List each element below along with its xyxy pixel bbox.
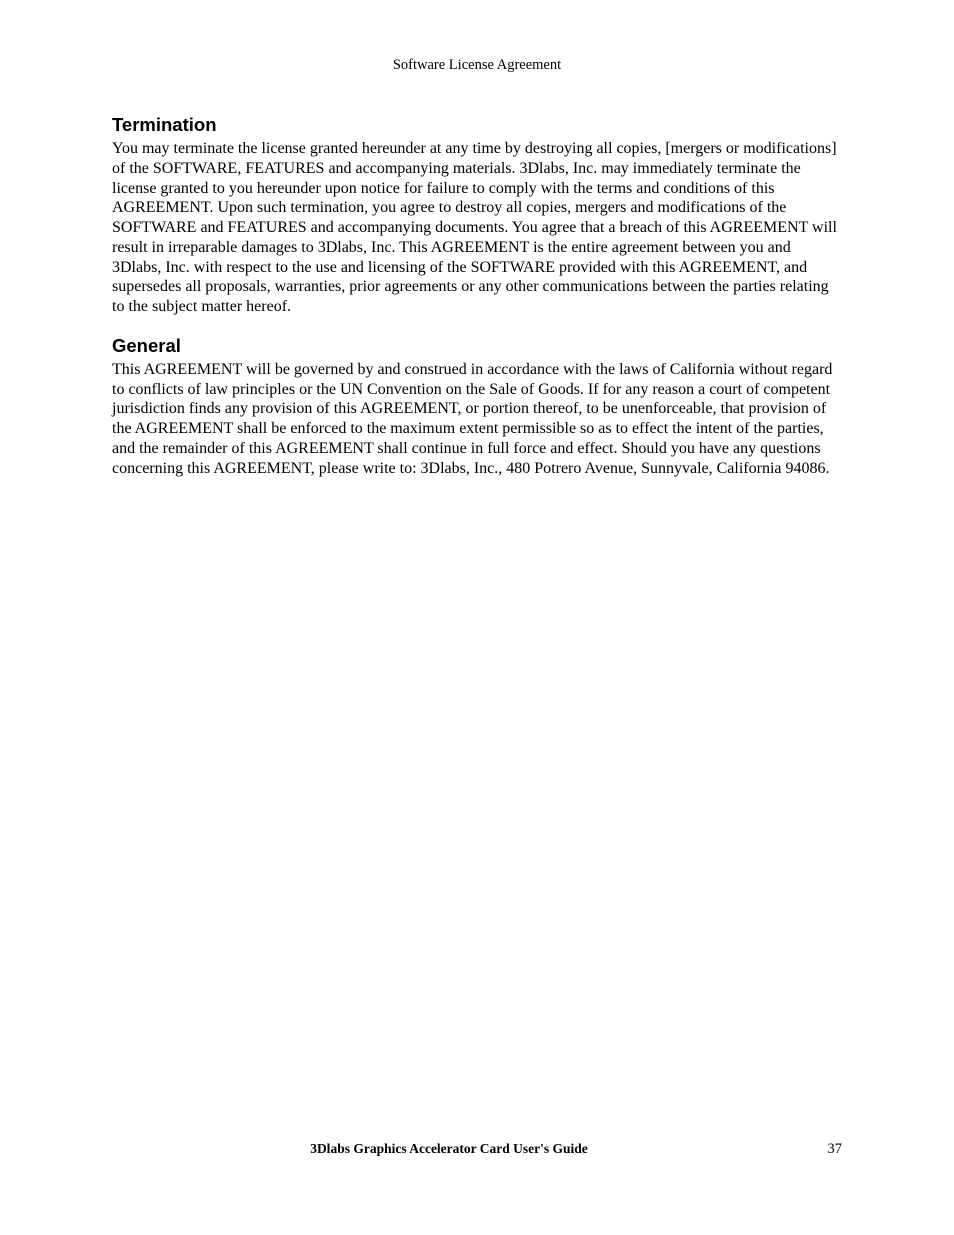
section-termination: [112, 114, 842, 317]
section-body-termination: You may terminate the license granted hereunder at any time by destroying all copies, [mergers or modifications] of the SOFTWARE, FEATURES and accompanying materials. 3Dlabs, Inc. may immediately terminate the license granted to you hereunder upon notice for failure to comply with the terms and conditions of this AGREEMENT. Upon such termination, you agree to destroy all copies, mergers and modifications of the SOFTWARE and FEATURES and accompanying documents. You agree that a breach of this AGREEMENT will result in irreparable damages to 3Dlabs, Inc. This AGREEMENT is the entire agreement between you and 3Dlabs, Inc. with respect to the use and licensing of the SOFTWARE provided with this AGREEMENT, and supersedes all proposals, warranties, prior agreements or any other communications between the parties relating to the subject matter hereof.: [112, 140, 837, 315]
document-body: [112, 114, 842, 478]
running-header: Software License Agreement: [392, 57, 562, 73]
section-heading-termination: Termination: [112, 114, 217, 135]
section-body-general: This AGREEMENT will be governed by and construed in accordance with the laws of California without regard to conflicts of law principles or the UN Convention on the Sale of Goods. If for any reason a court of competent jurisdiction finds any provision of this AGREEMENT, or portion thereof, to be unenforceable, that provision of the AGREEMENT shall be enforced to the maximum extent permissible so as to effect the intent of the parties, and the remainder of this AGREEMENT shall continue in full force and effect. Should you have any questions concerning this AGREEMENT, please write to: 3Dlabs, Inc., 480 Potrero Avenue, Sunnyvale, California 94086.: [112, 360, 833, 477]
page-number: 37: [827, 1141, 842, 1157]
section-heading-general: General: [112, 334, 181, 356]
section-general: [112, 335, 842, 479]
running-footer: [0, 1139, 954, 1159]
footer-title: 3Dlabs Graphics Accelerator Card User's Guide: [310, 1141, 588, 1156]
